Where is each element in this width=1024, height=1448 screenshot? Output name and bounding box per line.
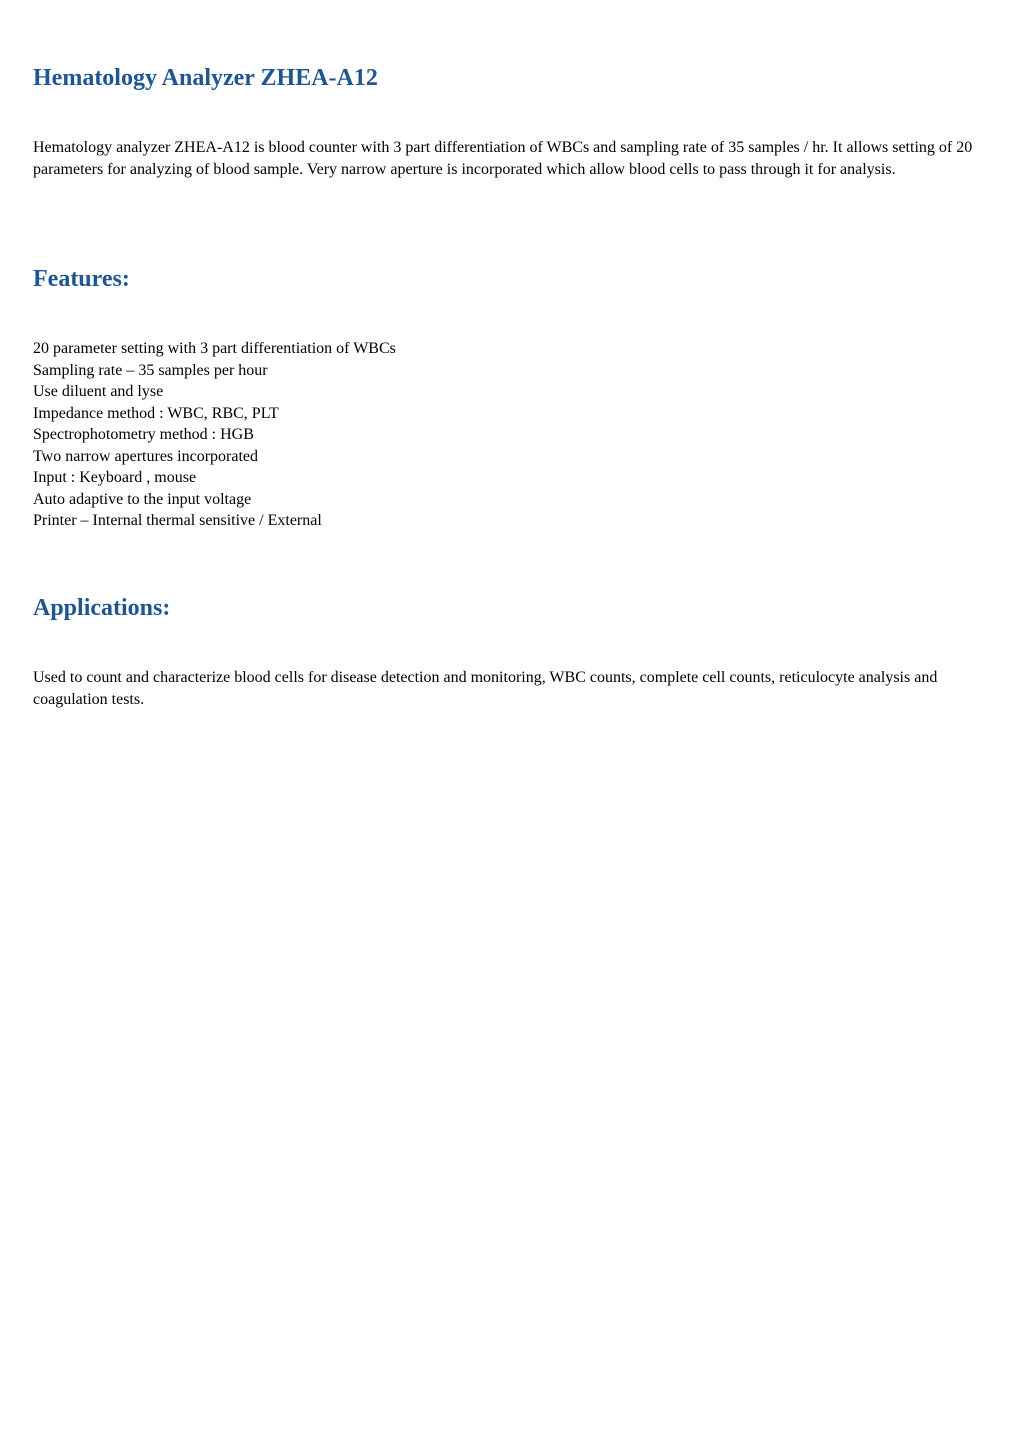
feature-item: 20 parameter setting with 3 part differentiation of WBCs [33,340,396,357]
applications-paragraph: Used to count and characterize blood cells for disease detection and monitoring, WBC counts, complete cell counts, reticulocyte analysis and coagulation tests. [33,669,938,708]
feature-item: Use diluent and lyse [33,383,164,400]
feature-item: Auto adaptive to the input voltage [33,490,252,508]
feature-item: Spectrophotometry method : HGB [33,426,254,443]
intro-paragraph: Hematology analyzer ZHEA-A12 is blood counter with 3 part differentiation of WBCs and sampling rate of 35 samples / hr. It allows setting of 20 parameters for analyzing of blood sample. Very narrow aperture is incorporated which allow blood cells to pass through it for analysis. [33,139,973,178]
feature-item: Impedance method : WBC, RBC, PLT [33,404,279,422]
feature-item: Sampling rate – 35 samples per hour [33,361,268,379]
feature-item: Two narrow apertures incorporated [33,447,259,465]
features-list [33,338,995,532]
features-heading: Features: [33,266,130,292]
page-title: Hematology Analyzer ZHEA-A12 [33,65,378,91]
feature-item: Input : Keyboard , mouse [33,469,197,486]
applications-heading: Applications: [33,595,171,621]
feature-item: Printer – Internal thermal sensitive / External [33,512,322,529]
